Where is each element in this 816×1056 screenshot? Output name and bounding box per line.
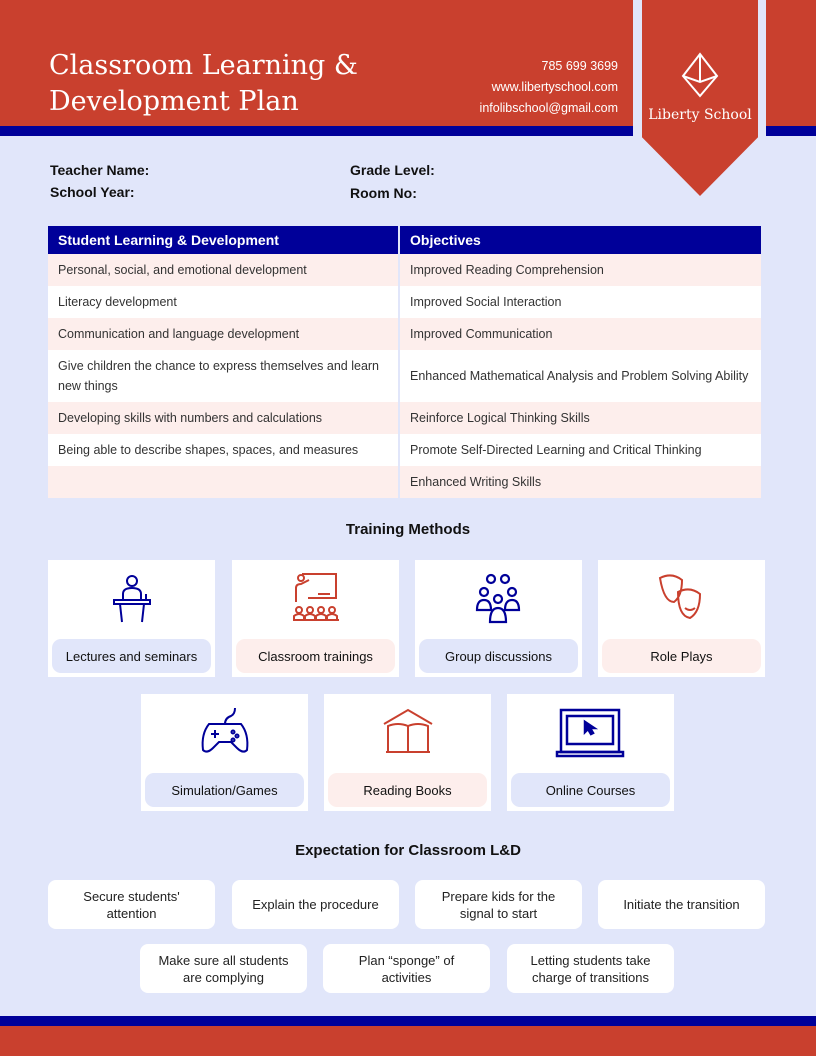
- room-no-label: Room No:: [350, 185, 417, 201]
- school-name: Liberty School: [648, 107, 752, 123]
- footer-stripe: [0, 1016, 816, 1026]
- teacher-name-label: Teacher Name:: [50, 162, 150, 178]
- expectation-item: Prepare kids for the signal to start: [415, 880, 582, 929]
- training-card-roleplays: [598, 560, 765, 677]
- training-label: Simulation/Games: [145, 773, 304, 807]
- expectation-title: Expectation for Classroom L&D: [295, 842, 521, 859]
- training-methods-title: Training Methods: [345, 521, 471, 538]
- footer-bar: [0, 1026, 816, 1056]
- theater-masks-icon: [656, 572, 708, 624]
- table-row: Enhanced Writing Skills: [48, 466, 762, 498]
- website-link[interactable]: www.libertyschool.com: [491, 80, 618, 94]
- classroom-teacher-icon: [290, 572, 342, 624]
- podium-speaker-icon: [106, 572, 158, 624]
- game-controller-icon: [199, 706, 251, 758]
- training-card-classroom: [232, 560, 399, 677]
- email-link[interactable]: infolibschool@gmail.com: [479, 101, 618, 115]
- training-label: Group discussions: [419, 639, 578, 673]
- training-label: Role Plays: [602, 639, 761, 673]
- table-row: Developing skills with numbers and calculations Reinforce Logical Thinking Skills: [48, 402, 762, 434]
- table-row: Personal, social, and emotional development Improved Reading Comprehension: [48, 254, 762, 286]
- column-header: Objectives: [399, 226, 762, 254]
- expectation-item: Make sure all students are complying: [140, 944, 307, 993]
- contact-info: [480, 56, 618, 119]
- expectation-item: Initiate the transition: [598, 880, 765, 929]
- page-title: Classroom Learning & Development Plan: [49, 50, 358, 117]
- table-row: Give children the chance to express themselves and learn new things Enhanced Mathematical Analysis and Problem Solving Ability: [48, 350, 762, 402]
- column-header: Student Learning & Development: [48, 226, 399, 254]
- expectation-item: Letting students take charge of transitions: [507, 944, 674, 993]
- training-card-online: [507, 694, 674, 811]
- school-logo: [642, 52, 758, 123]
- training-label: Lectures and seminars: [52, 639, 211, 673]
- expectation-item: Plan “sponge” of activities: [323, 944, 490, 993]
- learning-table: [48, 226, 763, 498]
- grade-level-label: Grade Level:: [350, 162, 435, 178]
- training-label: Online Courses: [511, 773, 670, 807]
- group-people-icon: [473, 572, 525, 624]
- phone: 785 699 3699: [541, 59, 618, 73]
- school-year-label: School Year:: [50, 184, 135, 200]
- table-row: Literacy development Improved Social Interaction: [48, 286, 762, 318]
- expectation-item: Explain the procedure: [232, 880, 399, 929]
- diamond-logo-icon: [680, 52, 720, 98]
- training-card-group: [415, 560, 582, 677]
- training-label: Reading Books: [328, 773, 487, 807]
- table-row: Being able to describe shapes, spaces, and measures Promote Self-Directed Learning and Critical Thinking: [48, 434, 762, 466]
- open-book-icon: [382, 706, 434, 758]
- training-label: Classroom trainings: [236, 639, 395, 673]
- table-row: Communication and language development Improved Communication: [48, 318, 762, 350]
- training-card-lectures: [48, 560, 215, 677]
- laptop-icon: [555, 706, 625, 758]
- training-card-simulation: [141, 694, 308, 811]
- expectation-item: Secure students' attention: [48, 880, 215, 929]
- training-card-reading: [324, 694, 491, 811]
